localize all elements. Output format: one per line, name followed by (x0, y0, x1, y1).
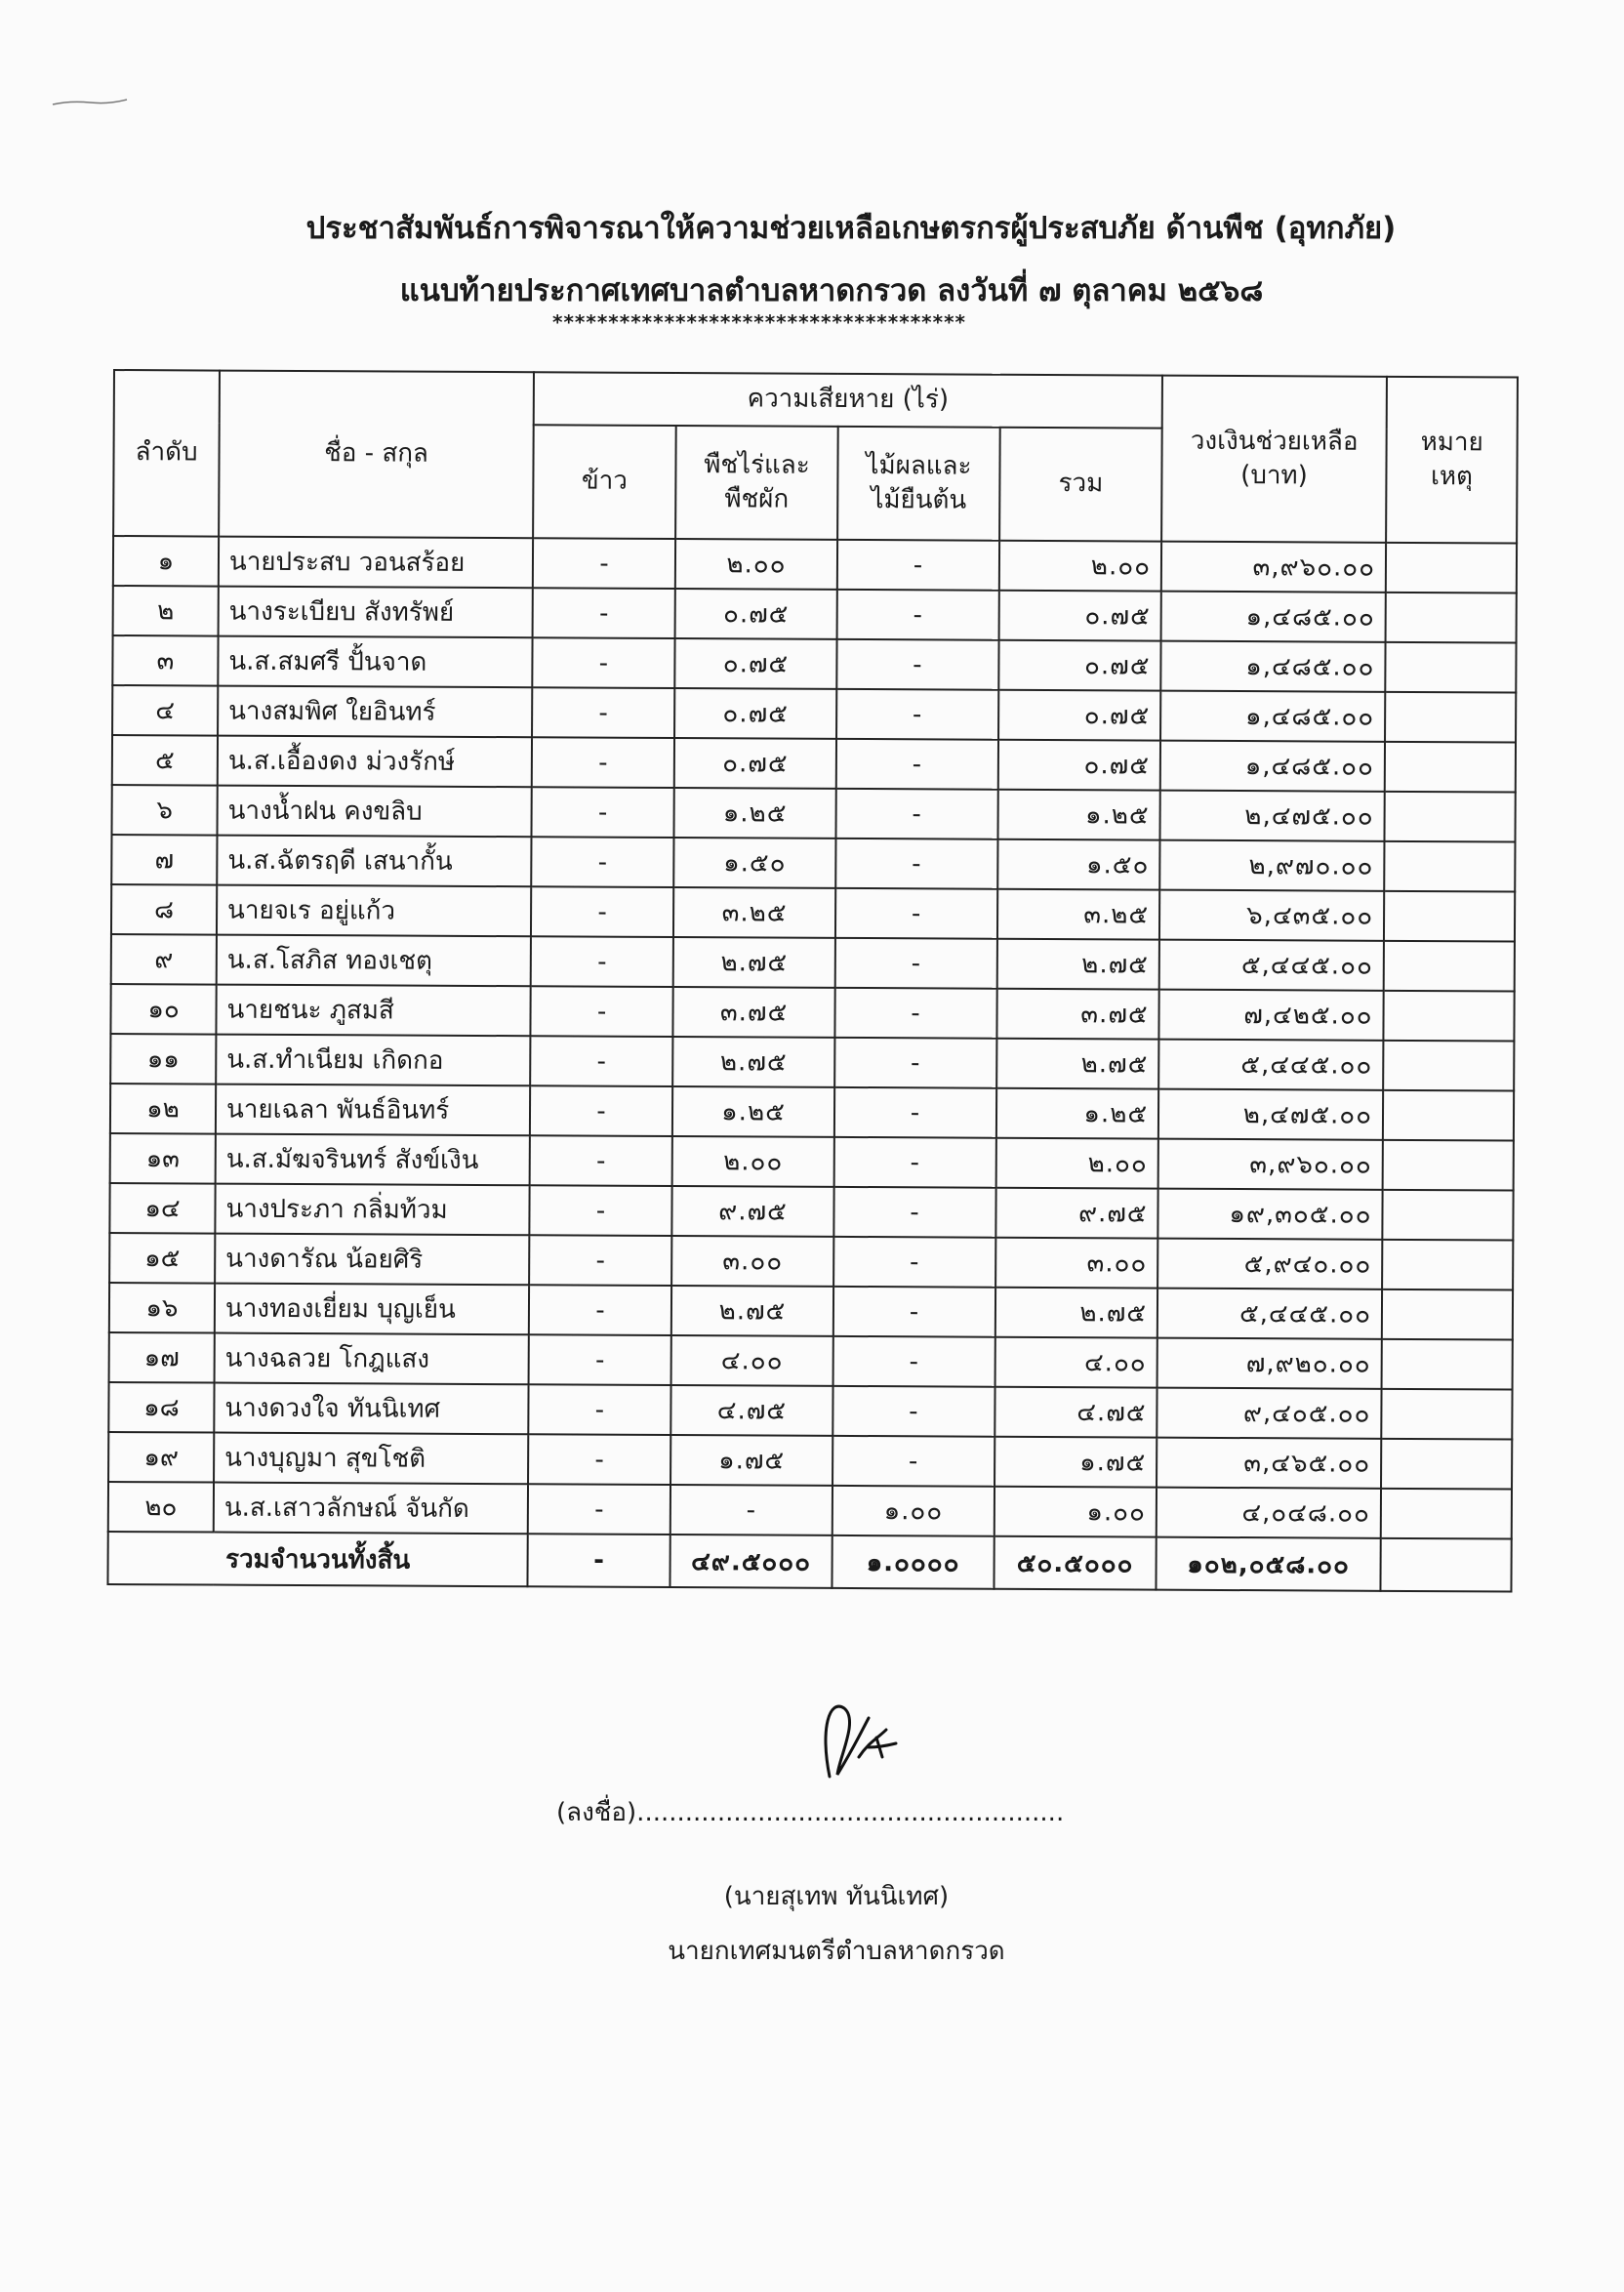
row-rice: - (532, 687, 674, 738)
row-field-crops: ๑.๒๕ (673, 788, 835, 839)
row-fruit-trees: - (834, 1137, 996, 1188)
row-rice: - (528, 1484, 670, 1535)
row-name: นายเฉลา พันธ์อินทร์ (216, 1085, 530, 1136)
header-sum: รวม (999, 428, 1162, 542)
row-rice: - (532, 637, 674, 688)
row-sum: ๐.๗๕ (998, 740, 1160, 791)
row-fruit-trees: ๑.๐๐ (832, 1486, 995, 1536)
row-remark (1381, 1489, 1512, 1539)
row-no: ๑๑ (110, 1034, 216, 1085)
row-aid: ๓,๙๖๐.๐๐ (1158, 1139, 1383, 1190)
row-name: นางทองเยี่ยม บุญเย็น (215, 1284, 529, 1335)
row-field-crops: ๑.๗๕ (670, 1435, 832, 1486)
row-rice: - (533, 588, 675, 638)
row-field-crops: ๓.๒๕ (673, 887, 835, 938)
table-row (113, 536, 1517, 593)
row-name: นางสมพิศ ใยอินทร์ (218, 686, 532, 738)
table-row (111, 835, 1515, 892)
row-no: ๘ (111, 884, 217, 935)
sign-line: (ลงชื่อ)..................................................... (556, 1798, 1065, 1827)
row-name: นางบุญมา สุขโชติ (214, 1433, 528, 1485)
row-rice: - (528, 1384, 670, 1435)
table-row (108, 1432, 1512, 1490)
total-fruit: ๑.๐๐๐๐ (832, 1535, 994, 1589)
signer-name: (นายสุเทพ ทันนิเทศ) (723, 1882, 950, 1911)
row-rice: - (531, 787, 673, 838)
row-field-crops: ๑.๒๕ (672, 1086, 834, 1137)
row-rice: - (530, 1085, 672, 1136)
row-aid: ๑,๔๘๕.๐๐ (1160, 691, 1385, 742)
row-remark (1382, 1289, 1513, 1340)
header-field-crops: พืชไร่และ พืชผัก (675, 426, 838, 540)
row-fruit-trees: - (833, 1187, 995, 1238)
row-remark (1383, 1090, 1514, 1141)
table-row (112, 735, 1516, 793)
title-separator: ************************************* (552, 310, 966, 334)
header-no: ลำดับ (113, 370, 220, 537)
row-sum: ๒.๐๐ (999, 541, 1161, 592)
row-fruit-trees: - (832, 1436, 995, 1487)
table-row (109, 1233, 1513, 1290)
table-row (110, 1133, 1514, 1191)
row-aid: ๕,๔๔๕.๐๐ (1159, 940, 1384, 991)
row-no: ๑๗ (109, 1332, 215, 1383)
table-row (110, 1084, 1514, 1141)
row-no: ๑๐ (110, 984, 216, 1035)
row-fruit-trees: - (836, 739, 998, 790)
row-no: ๗ (111, 835, 217, 885)
row-sum: ๑.๗๕ (995, 1437, 1157, 1488)
row-fruit-trees: - (833, 1287, 995, 1337)
header-remark: หมาย เหตุ (1386, 377, 1518, 544)
row-fruit-trees: - (832, 1386, 995, 1437)
row-no: ๖ (112, 785, 218, 836)
row-field-crops: ๑.๕๐ (673, 838, 835, 888)
row-no: ๑๓ (110, 1133, 216, 1184)
row-name: น.ส.มัฆจรินทร์ สังข์เงิน (216, 1134, 530, 1186)
row-rice: - (533, 538, 675, 589)
row-sum: ๓.๒๕ (997, 889, 1159, 940)
row-name: นางระเบียบ สังทรัพย์ (219, 587, 533, 638)
row-rice: - (529, 1185, 671, 1236)
table-row (108, 1482, 1512, 1539)
row-sum: ๒.๗๕ (996, 1039, 1158, 1089)
row-field-crops: ๔.๗๕ (670, 1385, 832, 1436)
row-name: นางดารัณ น้อยศิริ (215, 1234, 529, 1286)
row-field-crops: ๓.๐๐ (671, 1236, 833, 1287)
row-rice: - (530, 986, 672, 1037)
row-fruit-trees: - (835, 888, 997, 939)
row-remark (1381, 1389, 1512, 1440)
row-remark (1384, 941, 1515, 992)
row-remark (1384, 891, 1515, 942)
row-field-crops: ๒.๗๕ (672, 1037, 834, 1087)
row-name: น.ส.ฉัตรฤดี เสนากั้น (217, 836, 531, 887)
row-field-crops: ๒.๐๐ (675, 539, 837, 590)
row-field-crops: ๐.๗๕ (674, 688, 836, 739)
row-fruit-trees: - (837, 590, 999, 640)
row-aid: ๗,๙๒๐.๐๐ (1157, 1338, 1382, 1389)
row-remark (1383, 1041, 1514, 1091)
row-remark (1381, 1439, 1512, 1490)
table-row (113, 586, 1517, 643)
row-name: น.ส.ทำเนียม เกิดกอ (216, 1035, 530, 1086)
row-remark (1383, 991, 1514, 1042)
row-name: น.ส.สมศรี ปั้นจาด (218, 636, 532, 688)
row-name: นางฉลวย โกฎแสง (215, 1333, 529, 1385)
row-aid: ๕,๔๔๕.๐๐ (1157, 1289, 1382, 1339)
row-sum: ๒.๗๕ (997, 939, 1159, 990)
row-sum: ๓.๗๕ (996, 989, 1158, 1040)
header-fruit-trees: ไม้ผลและ ไม้ยืนต้น (837, 427, 1000, 541)
row-rice: - (532, 737, 674, 788)
row-field-crops: ๐.๗๕ (675, 589, 837, 639)
header-rice: ข้าว (533, 425, 676, 539)
row-sum: ๐.๗๕ (998, 640, 1160, 691)
row-aid: ๙,๔๐๕.๐๐ (1157, 1388, 1381, 1439)
row-aid: ๔,๐๔๘.๐๐ (1157, 1488, 1381, 1538)
row-no: ๓ (112, 635, 218, 686)
row-no: ๑๕ (109, 1233, 215, 1284)
row-rice: - (531, 886, 673, 937)
row-aid: ๑,๔๘๕.๐๐ (1161, 592, 1386, 642)
total-sum: ๕๐.๕๐๐๐ (994, 1536, 1156, 1590)
row-sum: ๙.๗๕ (995, 1188, 1157, 1239)
aid-table (106, 369, 1519, 1593)
row-aid: ๑,๔๘๕.๐๐ (1160, 641, 1385, 692)
row-sum: ๒.๐๐ (996, 1138, 1158, 1189)
row-field-crops: ๐.๗๕ (674, 638, 836, 689)
row-rice: - (528, 1434, 670, 1485)
signer-position: นายกเทศมนตรีตำบลหาดกรวด (668, 1937, 1005, 1966)
row-name: นางประภา กลิ่มท้วม (215, 1184, 529, 1236)
row-sum: ๐.๗๕ (998, 690, 1160, 741)
row-aid: ๓,๙๖๐.๐๐ (1161, 542, 1386, 593)
total-row (107, 1532, 1511, 1592)
total-aid: ๑๐๒,๐๕๘.๐๐ (1157, 1537, 1381, 1591)
total-remark (1381, 1538, 1512, 1592)
scan-mark (51, 98, 129, 107)
row-sum: ๑.๒๕ (997, 790, 1159, 840)
row-field-crops: ๒.๗๕ (671, 1286, 833, 1336)
row-fruit-trees: - (834, 1087, 996, 1138)
row-aid: ๒,๙๗๐.๐๐ (1159, 840, 1384, 891)
row-name: นายชนะ ภูสมสี (216, 985, 530, 1037)
row-fruit-trees: - (835, 789, 997, 839)
row-fruit-trees: - (833, 1336, 995, 1387)
row-no: ๒๐ (108, 1482, 214, 1533)
row-name: นางดวงใจ ทันนิเทศ (214, 1383, 528, 1435)
table-row (109, 1183, 1513, 1241)
row-field-crops: ๙.๗๕ (671, 1186, 833, 1237)
row-sum: ๓.๐๐ (995, 1238, 1157, 1289)
row-no: ๕ (112, 735, 218, 786)
table-row (109, 1283, 1513, 1340)
row-remark (1384, 841, 1515, 892)
row-sum: ๐.๗๕ (999, 591, 1161, 641)
header-damage: ความเสียหาย (ไร่) (534, 372, 1162, 428)
row-remark (1385, 642, 1516, 693)
total-field: ๔๙.๕๐๐๐ (670, 1535, 832, 1588)
row-sum: ๑.๒๕ (996, 1088, 1158, 1139)
row-remark (1385, 742, 1516, 793)
row-fruit-trees: - (837, 540, 999, 591)
row-name: นายประสบ วอนสร้อย (219, 537, 533, 589)
row-aid: ๒,๔๗๕.๐๐ (1158, 1089, 1383, 1140)
row-remark (1385, 692, 1516, 743)
table-row (110, 984, 1514, 1042)
row-aid: ๒,๔๗๕.๐๐ (1160, 791, 1385, 841)
row-rice: - (530, 1036, 672, 1086)
row-name: น.ส.โสภิส ทองเชตุ (217, 935, 531, 987)
row-fruit-trees: - (835, 839, 997, 889)
row-sum: ๒.๗๕ (995, 1288, 1157, 1338)
total-rice: - (527, 1534, 670, 1587)
row-aid: ๑๙,๓๐๕.๐๐ (1157, 1189, 1382, 1240)
row-no: ๑ (113, 536, 219, 587)
row-fruit-trees: - (836, 689, 998, 740)
row-field-crops: - (670, 1485, 832, 1535)
row-rice: - (529, 1334, 671, 1385)
row-sum: ๔.๗๕ (995, 1387, 1157, 1438)
row-no: ๙ (111, 934, 217, 985)
row-no: ๔ (112, 685, 218, 736)
row-aid: ๑,๔๘๕.๐๐ (1160, 741, 1385, 792)
row-remark (1385, 792, 1516, 842)
table-row (112, 635, 1516, 693)
row-rice: - (530, 1135, 672, 1186)
row-no: ๑๔ (109, 1183, 215, 1234)
table-row (111, 934, 1515, 992)
row-sum: ๔.๐๐ (995, 1337, 1157, 1388)
row-fruit-trees: - (833, 1237, 995, 1288)
row-name: น.ส.เอื้องดง ม่วงรักษ์ (218, 736, 532, 788)
row-remark (1382, 1339, 1513, 1390)
page-subtitle: แนบท้ายประกาศเทศบาลตำบลหาดกรวด ลงวันที่ ๗ ตุลาคม ๒๕๖๘ (399, 273, 1264, 308)
table-row (110, 1034, 1514, 1091)
row-aid: ๕,๙๔๐.๐๐ (1157, 1239, 1382, 1289)
row-field-crops: ๒.๐๐ (672, 1136, 834, 1187)
row-aid: ๖,๔๓๕.๐๐ (1159, 890, 1384, 941)
header-name: ชื่อ - สกุล (219, 371, 534, 539)
row-field-crops: ๔.๐๐ (671, 1335, 833, 1386)
row-rice: - (531, 837, 673, 887)
row-no: ๑๖ (109, 1283, 215, 1333)
row-name: น.ส.เสาวลักษณ์ จันกัด (214, 1483, 528, 1535)
row-remark (1386, 593, 1517, 643)
row-remark (1382, 1190, 1513, 1241)
row-sum: ๑.๐๐ (995, 1487, 1157, 1537)
table-row (112, 785, 1516, 842)
page-title: ประชาสัมพันธ์การพิจารณาให้ความช่วยเหลือเกษตรกรผู้ประสบภัย ด้านพืช (อุทกภัย) (305, 211, 1397, 246)
table-row (111, 884, 1515, 942)
table-row (109, 1332, 1513, 1390)
row-fruit-trees: - (835, 938, 997, 989)
row-rice: - (529, 1235, 671, 1286)
table-row (108, 1382, 1512, 1440)
row-remark (1383, 1140, 1514, 1191)
row-aid: ๕,๔๔๕.๐๐ (1158, 1040, 1383, 1090)
row-rice: - (529, 1285, 671, 1335)
row-sum: ๑.๕๐ (997, 839, 1159, 890)
row-no: ๑๒ (110, 1084, 216, 1134)
row-name: นายจเร อยู่แก้ว (217, 885, 531, 937)
row-rice: - (531, 936, 673, 987)
row-fruit-trees: - (834, 1038, 996, 1088)
row-no: ๑๘ (108, 1382, 214, 1433)
table-header-row (114, 370, 1518, 430)
table-row (112, 685, 1516, 743)
row-name: นางน้ำฝน คงขลิบ (218, 786, 532, 838)
row-remark (1386, 543, 1517, 593)
row-aid: ๗,๔๒๕.๐๐ (1158, 990, 1383, 1041)
row-no: ๒ (113, 586, 219, 636)
header-aid: วงเงินช่วยเหลือ (บาท) (1161, 376, 1387, 543)
row-field-crops: ๓.๗๕ (672, 987, 834, 1038)
row-fruit-trees: - (834, 988, 996, 1039)
row-fruit-trees: - (836, 639, 998, 690)
row-field-crops: ๐.๗๕ (674, 738, 836, 789)
row-no: ๑๙ (108, 1432, 214, 1483)
signature-mark (800, 1689, 908, 1796)
total-label: รวมจำนวนทั้งสิ้น (107, 1532, 527, 1586)
row-field-crops: ๒.๗๕ (673, 937, 835, 988)
row-aid: ๓,๔๖๕.๐๐ (1157, 1438, 1381, 1489)
row-remark (1382, 1240, 1513, 1290)
